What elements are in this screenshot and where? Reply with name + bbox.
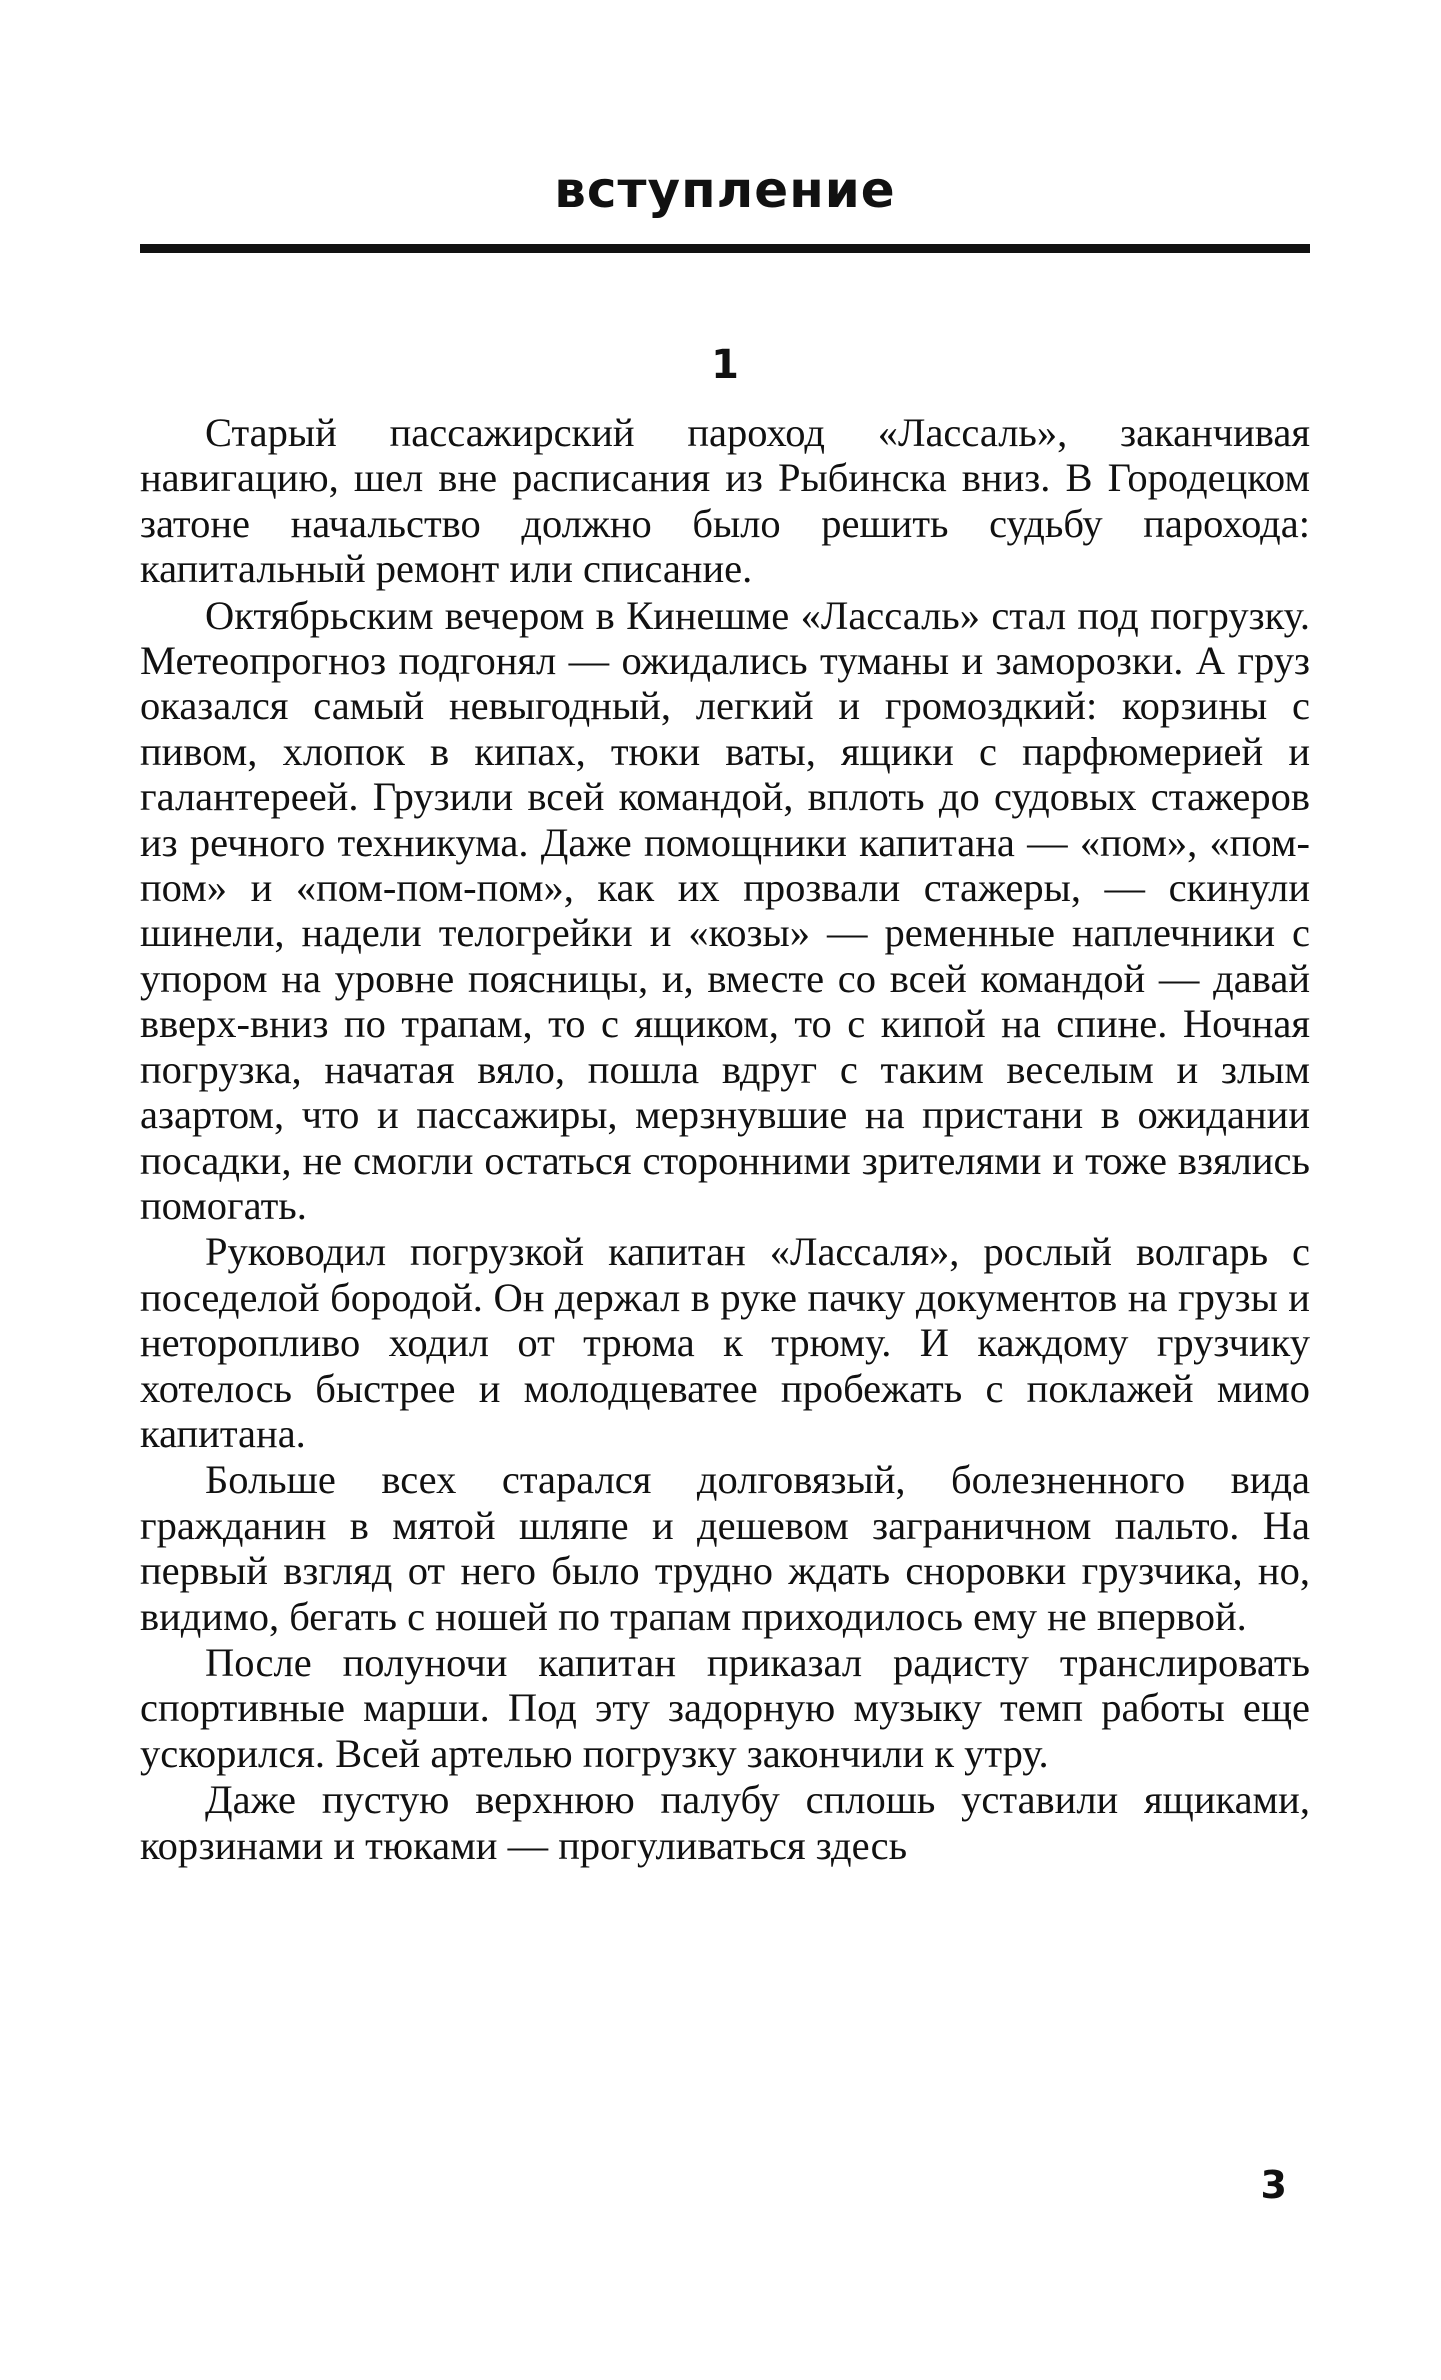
chapter-title: вступление	[554, 161, 896, 219]
section-number: 1	[711, 342, 739, 388]
title-rule	[140, 244, 1310, 253]
paragraph: Даже пустую верхнюю палубу сплошь уставили ящиками, корзинами и тюками — прогуливаться здесь	[140, 1777, 1310, 1868]
paragraph: Старый пассажирский пароход «Лассаль», заканчивая навигацию, шел вне расписания из Рыбинска вниз. В Городецком затоне начальство должно было решить судьбу парохода: капитальный ремонт или списание.	[140, 410, 1310, 592]
paragraph: Октябрьским вечером в Кинешме «Лассаль» стал под погрузку. Метеопрогноз подгонял — ожидались туманы и заморозки. А груз оказался самый невыгодный, легкий и громоздкий: корзины с пивом, хлопок в кипах, тюки ваты, ящики с парфюмерией и галантереей. Грузили всей командой, вплоть до судовых стажеров из речного техникума. Даже помощники капитана — «пом», «пом-пом» и «пом-пом-пом», как их прозвали стажеры, — скинули шинели, надели телогрейки и «козы» — ременные наплечники с упором на уровне поясницы, и, вместе со всей командой — давай вверх-вниз по трапам, то с ящиком, то с кипой на спине. Ночная погрузка, начатая вяло, пошла вдруг с таким веселым и злым азартом, что и пассажиры, мерзнувшие на пристани в ожидании посадки, не смогли остаться сторонними зрителями и тоже взялись помогать.	[140, 592, 1310, 1228]
page-number: 3	[1260, 2163, 1287, 2207]
paragraph: Больше всех старался долговязый, болезненного вида гражданин в мятой шляпе и дешевом заграничном пальто. На первый взгляд от него было трудно ждать сноровки грузчика, но, видимо, бегать с ношей по трапам приходилось ему не впервой.	[140, 1457, 1310, 1639]
paragraph: Руководил погрузкой капитан «Лассаля», рослый волгарь с поседелой бородой. Он держал в руке пачку документов на грузы и неторопливо ходил от трюма к трюму. И каждому грузчику хотелось быстрее и молодцеватее пробежать с поклажей мимо капитана.	[140, 1229, 1310, 1456]
body-text	[140, 410, 1310, 1869]
paragraph: После полуночи капитан приказал радисту транслировать спортивные марши. Под эту задорную музыку темп работы еще ускорился. Всей артелью погрузку закончили к утру.	[140, 1639, 1310, 1776]
